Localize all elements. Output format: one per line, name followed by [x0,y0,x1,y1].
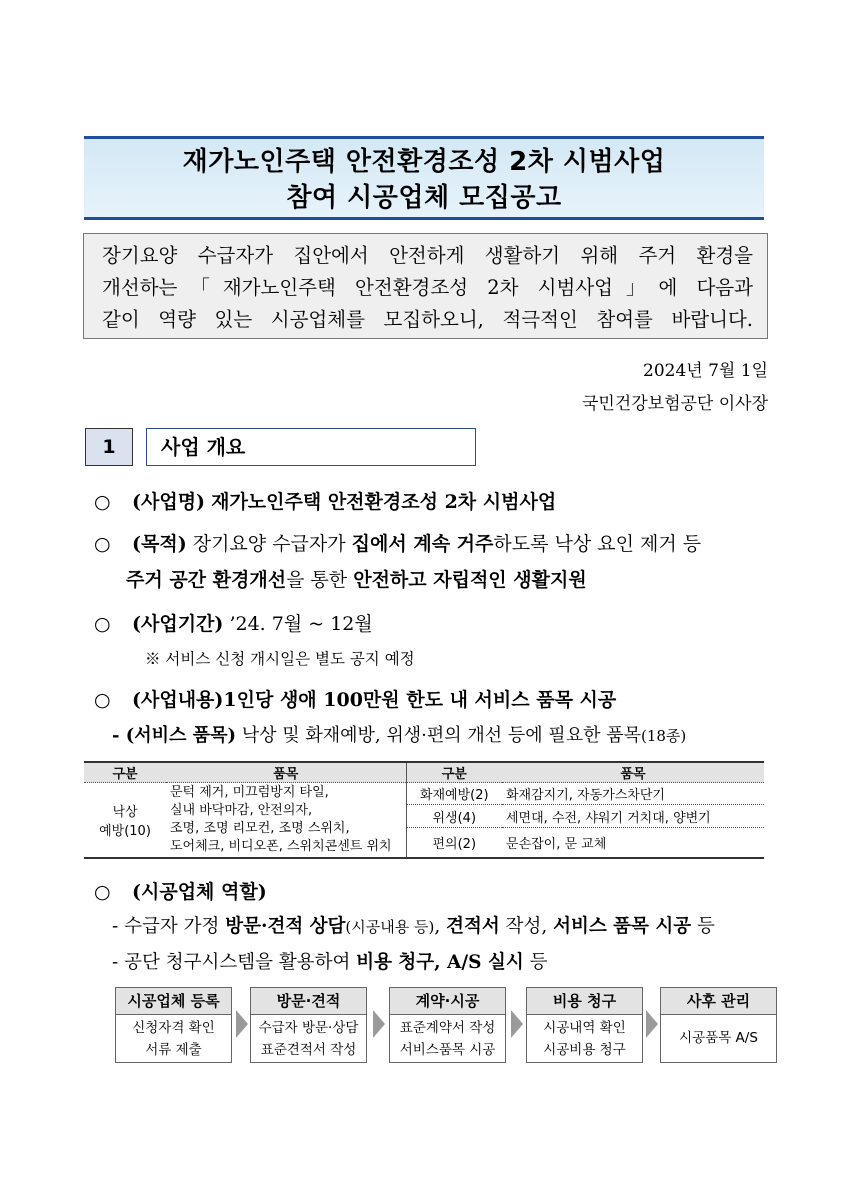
bullet-project-name: ○ (사업명) 재가노인주택 안전환경조성 2차 시범사업 [94,491,557,513]
table-header: 구분 [84,762,166,783]
title-line-2: 참여 시공업체 모집공고 [286,183,562,213]
table-cell-category: 화재예방(2) [406,783,502,805]
table-cell-category: 편의(2) [406,827,502,858]
table-header: 품목 [502,762,764,783]
bullet-content: ○ (사업내용)1인당 생애 100만원 한도 내 서비스 품목 시공 [94,689,617,711]
service-items-table [84,761,764,859]
flow-arrow-icon [236,1010,248,1038]
flow-arrow-icon [373,1010,385,1038]
announcement-date: 2024년 7월 1일 [643,361,768,381]
bullet-marker: ○ [94,689,111,711]
role-line-2: - 공단 청구시스템을 활용하여 비용 청구, A/S 실시 등 [112,952,548,973]
bullet-marker: ○ [94,881,111,903]
bullet-purpose-cont: 주거 공간 환경개선을 통한 안전하고 자립적인 생활지원 [126,569,587,591]
title-line-1: 재가노인주택 안전환경조성 2차 시범사업 [182,147,666,177]
intro-box [83,233,768,339]
flow-step-visit-estimate: 방문·견적 수급자 방문·상담 표준견적서 작성 [250,987,367,1063]
flow-arrow-icon [511,1010,523,1038]
table-cell-items: 화재감지기, 자동가스차단기 [502,783,764,805]
intro-line-1: 장기요양 수급자가 집안에서 안전하게 생활하기 위해 주거 환경을 [102,244,753,267]
fall-items: 문턱 제거, 미끄럼방지 타일, 실내 바닥마감, 안전의자, 조명, 조명 리모컨, 조명 스위치, 도어체크, 비디오폰, 스위치콘센트 위치 [166,783,406,859]
table-cell-category: 위생(4) [406,805,502,827]
bullet-service-items: - (서비스 품목) 낙상 및 화재예방, 위생·편의 개선 등에 필요한 품목(18종) [112,725,687,746]
bullet-contractor-role: ○ (시공업체 역할) [94,881,267,903]
role-line-1: - 수급자 가정 방문·견적 상담(시공내용 등), 견적서 작성, 서비스 품목 시공 등 [112,916,715,937]
intro-line-2: 개선하는「재가노인주택 안전환경조성 2차 시범사업」에 다음과 [102,276,753,299]
period-note: ※ 서비스 신청 개시일은 별도 공지 예정 [145,650,415,668]
bullet-marker: ○ [94,533,111,555]
fall-category: 낙상 예방(10) [84,783,166,859]
table-cell-items: 문손잡이, 문 교체 [502,827,764,858]
bullet-marker: ○ [94,613,111,635]
table-cell-items: 세면대, 수전, 샤워기 거치대, 양변기 [502,805,764,827]
bullet-period: ○ (사업기간) ’24. 7월 ~ 12월 [94,613,373,635]
table-header: 품목 [166,762,406,783]
flow-step-aftercare: 사후 관리 시공품목 A/S [660,987,777,1063]
flow-step-registration: 시공업체 등록 신청자격 확인 서류 제출 [115,987,232,1063]
section-title: 사업 개요 [146,428,476,466]
issuer: 국민건강보험공단 이사장 [581,394,768,414]
bullet-purpose: ○ (목적) 장기요양 수급자가 집에서 계속 거주하도록 낙상 요인 제거 등 [94,533,702,555]
section-number: 1 [85,428,133,466]
flow-arrow-icon [646,1010,658,1038]
intro-line-3: 같이 역량 있는 시공업체를 모집하오니, 적극적인 참여를 바랍니다. [102,308,753,331]
table-header: 구분 [406,762,502,783]
title-banner [84,136,764,220]
bullet-marker: ○ [94,491,111,513]
flow-step-billing: 비용 청구 시공내역 확인 시공비용 청구 [526,987,643,1063]
flow-step-contract-construction: 계약·시공 표준계약서 작성 서비스품목 시공 [389,987,506,1063]
